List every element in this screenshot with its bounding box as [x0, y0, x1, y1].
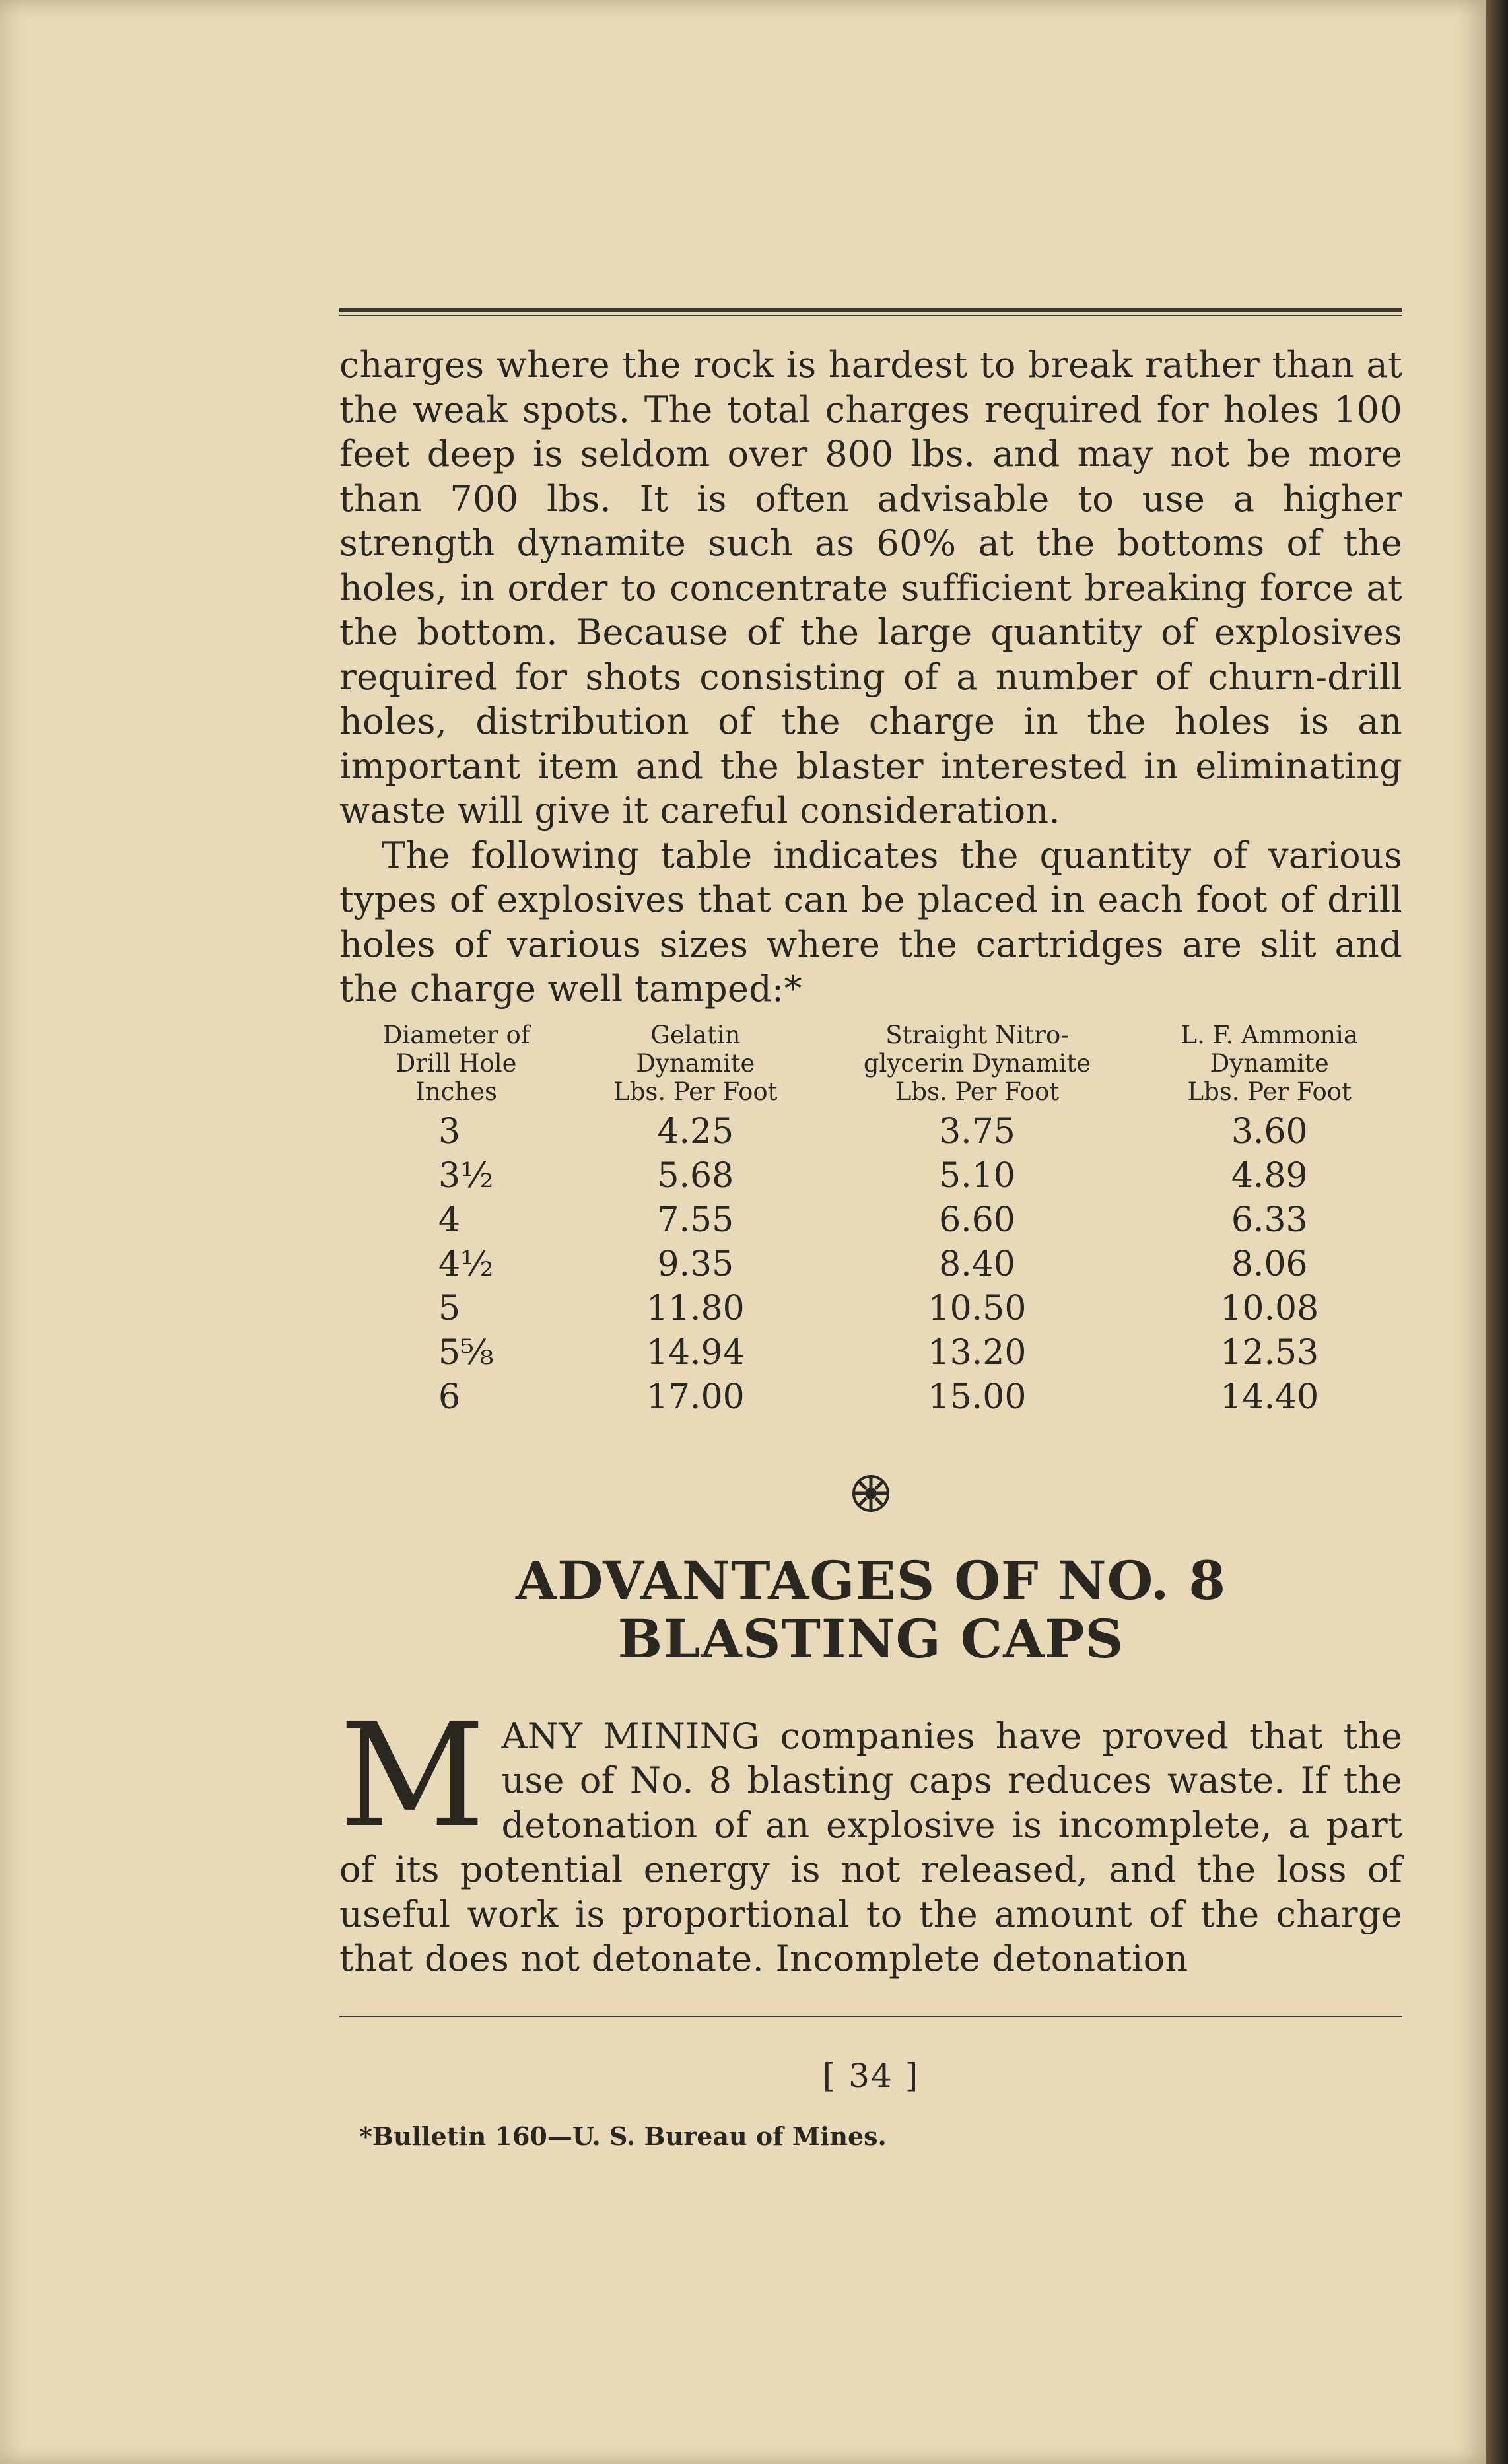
header-ammonia-line2: Dynamite: [1210, 1048, 1329, 1078]
cell-nitroglycerin: 13.20: [928, 1332, 1027, 1373]
drop-cap: M: [339, 1692, 486, 1859]
cell-gelatin: 11.80: [646, 1288, 745, 1328]
page-number: [ 34 ]: [822, 2056, 920, 2095]
cell-gelatin: 14.94: [646, 1332, 745, 1373]
cell-ammonia: 14.40: [1220, 1377, 1319, 1417]
header-gelatin-line1: Gelatin: [650, 1020, 741, 1049]
cell-nitroglycerin: 15.00: [928, 1377, 1027, 1417]
cell-diameter: 4: [438, 1200, 461, 1240]
cell-nitroglycerin: 10.50: [928, 1288, 1027, 1328]
table-row: [339, 1287, 1402, 1331]
cell-diameter: 4½: [438, 1244, 494, 1284]
section-heading-line1: ADVANTAGES OF NO. 8: [515, 1549, 1227, 1612]
explosive-quantity-table: [339, 1021, 1402, 1420]
cell-diameter: 3½: [438, 1155, 494, 1196]
cell-gelatin: 17.00: [646, 1377, 745, 1417]
table-row: [339, 1198, 1402, 1243]
header-diameter-line2: Drill Hole: [395, 1048, 517, 1078]
cell-nitroglycerin: 5.10: [939, 1155, 1015, 1196]
cell-nitroglycerin: 8.40: [939, 1244, 1015, 1284]
footnote: *Bulletin 160—U. S. Bureau of Mines.: [359, 2121, 887, 2151]
header-gelatin-line2: Dynamite: [636, 1048, 755, 1078]
header-nitro-line3: Lbs. Per Foot: [895, 1077, 1060, 1106]
table-row: [339, 1331, 1402, 1375]
header-ammonia-line1: L. F. Ammonia: [1181, 1020, 1358, 1049]
header-nitro-line1: Straight Nitro-: [885, 1020, 1069, 1049]
cell-gelatin: 4.25: [657, 1111, 734, 1151]
cell-gelatin: 5.68: [657, 1155, 734, 1196]
header-gelatin: [573, 1021, 817, 1110]
cell-nitroglycerin: 6.60: [939, 1200, 1015, 1240]
cell-diameter: 6: [438, 1377, 461, 1417]
table-header-row: [339, 1021, 1402, 1110]
book-spine-edge: [1486, 0, 1508, 2464]
header-ammonia: [1136, 1021, 1402, 1110]
top-rule-thin: [339, 315, 1402, 316]
header-nitroglycerin: [817, 1021, 1136, 1110]
cell-diameter: 5: [438, 1288, 461, 1328]
cell-gelatin: 9.35: [657, 1244, 734, 1284]
paragraph-blasting-caps-body: companies have proved that the use of No. 8 blasting caps reduces waste. If the detonation of an explosive is incomplete, a part of its potential energy is not released, and the loss of useful work is proportional to the amount of the charge that does not detonate. Incomplete detonation: [339, 1715, 1403, 1979]
top-rule-thick: [339, 308, 1402, 312]
paragraph-blasting-caps: [339, 1692, 1403, 1981]
cell-ammonia: 12.53: [1220, 1332, 1319, 1373]
header-diameter-line1: Diameter of: [382, 1020, 530, 1049]
paragraph-table-intro: The following table indicates the quantity of various types of explosives that can be placed in each foot of drill holes of various sizes where the cartridges are slit and the charge well tamped:*: [339, 834, 1402, 1010]
header-diameter-line3: Inches: [415, 1077, 498, 1106]
section-heading-line2: BLASTING CAPS: [617, 1607, 1124, 1670]
cell-ammonia: 10.08: [1220, 1288, 1319, 1328]
paragraph-charges: charges where the rock is hardest to break rather than at the weak spots. The total charges required for holes 100 feet deep is seldom over 800 lbs. and may not be more than 700 lbs. It is often advisable to use a higher strength dynamite such as 60% at the bottoms of the holes, in order to concentrate sufficient breaking force at the bottom. Because of the large quantity of explosives required for shots consisting of a number of churn-drill holes, distribution of the charge in the holes is an important item and the blaster interested in eliminating waste will give it careful consideration.: [339, 344, 1402, 831]
header-nitro-line2: glycerin Dynamite: [863, 1048, 1091, 1078]
cell-ammonia: 3.60: [1231, 1111, 1308, 1151]
cell-ammonia: 6.33: [1231, 1200, 1308, 1240]
bottom-rule: [339, 2016, 1402, 2017]
header-ammonia-line3: Lbs. Per Foot: [1187, 1077, 1352, 1106]
lead-caps: ANY MINING: [501, 1715, 760, 1757]
rosette-ornament-icon: [851, 1474, 891, 1513]
header-gelatin-line3: Lbs. Per Foot: [613, 1077, 778, 1106]
cell-diameter: 3: [438, 1111, 461, 1151]
page-content: [339, 308, 1402, 2151]
table-row: [339, 1375, 1402, 1420]
table-row: [339, 1243, 1402, 1287]
table-row: [339, 1154, 1402, 1198]
header-diameter: [339, 1021, 573, 1110]
cell-ammonia: 4.89: [1231, 1155, 1308, 1196]
table-row: [339, 1110, 1402, 1154]
cell-ammonia: 8.06: [1231, 1244, 1308, 1284]
cell-gelatin: 7.55: [657, 1200, 734, 1240]
cell-nitroglycerin: 3.75: [939, 1111, 1015, 1151]
cell-diameter: 5⅝: [438, 1332, 494, 1373]
